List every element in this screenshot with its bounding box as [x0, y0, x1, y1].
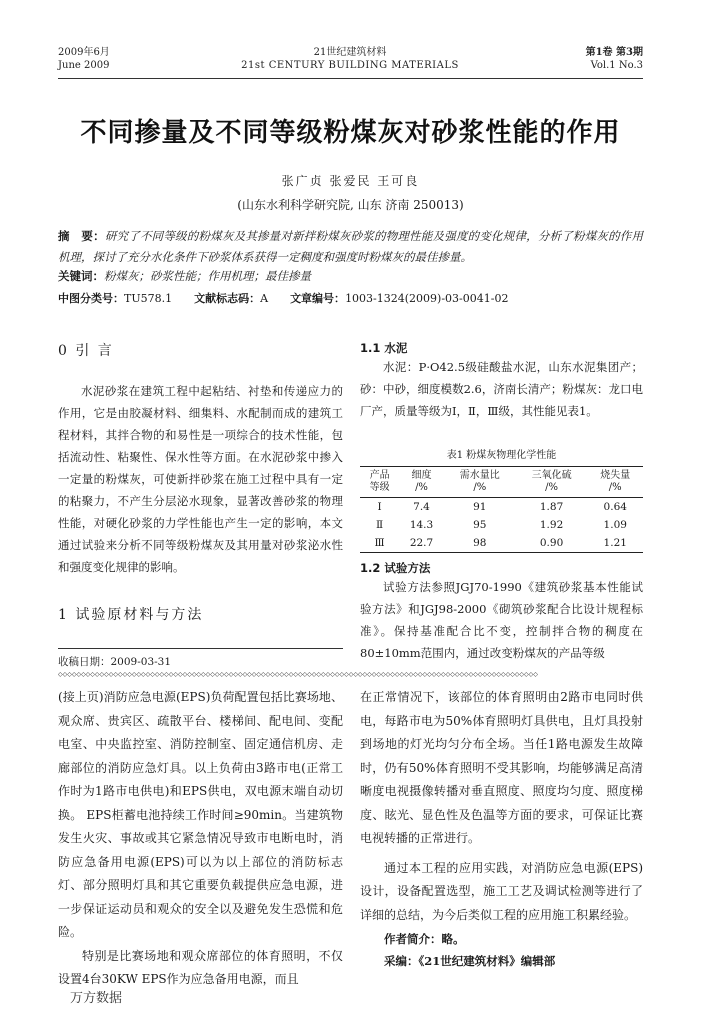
section-0-heading: 0 引 言 [58, 343, 114, 359]
subsection-1-1-heading: 1.1 水泥 [360, 341, 408, 355]
doc-code-value: A [260, 292, 269, 305]
table-cell: 91 [473, 501, 487, 513]
abstract [58, 226, 643, 268]
table-header-cell: 需水量比 /% [444, 467, 516, 498]
abstract-text: 研究了不同等级的粉煤灰及其掺量对新拌粉煤灰砂浆的物理性能及强度的变化规律，分析了粉煤灰的作用机理，探讨了充分水化条件下砂浆体系获得一定稠度和强度时粉煤灰的最佳掺量。 [58, 229, 644, 264]
table-cell: 22.7 [399, 534, 444, 553]
database-watermark: 万方数据 [70, 991, 123, 1006]
continued-right-paragraph-2: 通过本工程的应用实践，对消防应急电源(EPS)设计，设备配置选型，施工工艺及调试检测等进行了详细的总结，为今后类似工程的应用施工积累经验。 [360, 860, 643, 922]
table-cell: 1.92 [539, 519, 564, 531]
running-header-left [58, 46, 110, 72]
issue-date-en: June 2009 [58, 60, 110, 71]
table-cell: 0.90 [516, 534, 588, 553]
footnote-rule [58, 648, 343, 649]
classification-line [58, 290, 643, 306]
article-divider: ◇◇◇◇◇◇◇◇◇◇◇◇◇◇◇◇◇◇◇◇◇◇◇◇◇◇◇◇◇◇◇◇◇◇◇◇◇◇◇◇◇◇◇◇◇◇◇◇◇◇◇◇◇◇◇◇◇◇◇◇◇◇◇◇◇◇◇◇◇◇◇◇◇◇◇◇◇◇◇◇◇◇◇◇◇◇◇◇◇◇◇◇◇◇◇◇◇◇◇◇◇◇◇◇ [58, 672, 538, 678]
table-cell: 14.3 [409, 519, 434, 531]
volume-en: Vol.1 No.3 [590, 60, 643, 71]
table-cell: Ⅱ [376, 519, 384, 531]
table-row [360, 534, 643, 553]
table-1 [360, 466, 643, 553]
article-title: 不同掺量及不同等级粉煤灰对砂浆性能的作用 [80, 118, 621, 148]
section-1-heading: 1 试验原材料与方法 [58, 607, 204, 623]
affiliation: (山东水利科学研究院, 山东 济南 250013) [237, 198, 464, 212]
article-id-label: 文章编号： [290, 292, 346, 305]
table-cell: 98 [444, 534, 516, 553]
table-header-cell: 细度 /% [399, 467, 444, 498]
section-0-body: 水泥砂浆在建筑工程中起粘结、衬垫和传递应力的作用，它是由胶凝材料、细集料、水配制而成的建筑工程材料，其拌合物的和易性是一项综合的技术性能，包括流动性、粘聚性、保水性等方面。在水泥砂浆中掺入一定量的粉煤灰，可使新拌砂浆在施工过程中具有一定的粘聚力，不产生分层泌水现象，显著改善砂浆的物理性能，对硬化砂浆的力学性能也产生一定的影响，本文通过试验来分析不同等级粉煤灰及其用量对砂浆泌水性和强度变化规律的影响。 [58, 384, 343, 574]
table-row [360, 516, 643, 534]
table-cell: Ⅰ [377, 501, 382, 513]
authors: 张广贞 张爱民 王可良 [281, 174, 420, 188]
subsection-1-1-body: 水泥：P·O42.5级硅酸盐水泥，山东水泥集团产；砂：中砂，细度模数2.6，济南长清产；粉煤灰：龙口电厂产，质量等级为Ⅰ，Ⅱ，Ⅲ级，其性能见表1。 [360, 360, 643, 418]
table-header-row [360, 467, 643, 498]
received-date: 收稿日期：2009-03-31 [58, 656, 172, 668]
continued-left-paragraph-2: 特别是比赛场地和观众席部位的体育照明，不仅设置4台30KW EPS作为应急备用电源，而且 [58, 948, 343, 986]
author-note: 作者简介：略。 [384, 932, 465, 946]
doc-code-label: 文献标志码： [194, 292, 261, 305]
keywords-text: 粉煤灰；砂浆性能；作用机理；最佳掺量 [104, 269, 311, 283]
clc-value: TU578.1 [124, 292, 173, 305]
table-cell: 1.21 [587, 534, 643, 553]
journal-name-en: 21st CENTURY BUILDING MATERIALS [241, 60, 459, 71]
issue-date-cn: 2009年6月 [58, 47, 110, 58]
table-row [360, 498, 643, 517]
subsection-1-2-heading: 1.2 试验方法 [360, 561, 431, 575]
table-header-cell: 烧失量 /% [587, 467, 643, 498]
article-id-value: 1003-1324(2009)-03-0041-02 [345, 292, 509, 305]
volume-cn: 第1卷 第3期 [585, 47, 643, 58]
clc-label: 中图分类号： [58, 292, 124, 305]
subsection-1-2-body: 试验方法参照JGJ70-1990《建筑砂浆基本性能试验方法》和JGJ98-2000《砌筑砂浆配合比设计规程标准》。保持基准配合比不变，控制拌合物的稠度在80±10mm范围内，通过改变粉煤灰的产品等级 [360, 580, 643, 660]
table-header-cell: 三氧化硫 /% [516, 467, 588, 498]
continued-article-right [360, 686, 643, 969]
table-cell: 95 [473, 519, 487, 531]
table-cell: 7.4 [413, 501, 430, 513]
table-1-title: 表1 粉煤灰物理化学性能 [446, 450, 557, 461]
header-rule [58, 78, 643, 79]
table-cell: 1.09 [603, 519, 627, 531]
journal-name-cn: 21世纪建筑材料 [313, 47, 387, 58]
keywords-label: 关键词： [58, 269, 104, 283]
running-header-center [220, 46, 480, 72]
continued-left-paragraph-1: (接上页)消防应急电源(EPS)负荷配置包括比赛场地、观众席、贵宾区、疏散平台、楼梯间、配电间、变配电室、中央监控室、消防控制室、固定通信机房、走廊部位的消防应急灯具。以上负荷由3路市电(正常工作时为1路市电供电)和EPS供电，双电源末端自动切换。 EPS柜蓄电池持续工作时间≥90min。当建筑物发生火灾、事故或其它紧急情况导致市电断电时，消防应急备用电源(EPS)可以为以上部位的消防标志灯、部分照明灯具和其它重要负载提供应急电源，进一步保证运动员和观众的安全以及避免发生恐慌和危险。 [58, 690, 343, 939]
table-cell: Ⅲ [360, 534, 399, 553]
continued-article-left [58, 686, 343, 992]
table-header-cell: 产品 等级 [360, 467, 399, 498]
keywords [58, 268, 643, 284]
abstract-label: 摘 要： [58, 229, 105, 243]
table-cell: 1.87 [539, 501, 564, 513]
continued-right-paragraph-1: 在正常情况下，该部位的体育照明由2路市电同时供电，每路市电为50%体育照明灯具供电，且灯具投射到场地的灯光均匀分布全场。当任1路电源发生故障时，仍有50%体育照明不受其影响，均能够满足高清晰度电视摄像转播对垂直照度、照度均匀度、照度梯度、眩光、显色性及色温等方面的要求，可保证比赛电视转播的正常进行。 [360, 690, 643, 845]
running-header-right [586, 46, 643, 72]
table-cell: 0.64 [603, 501, 627, 513]
editor-note: 采编：《21世纪建筑材料》编辑部 [384, 954, 556, 968]
